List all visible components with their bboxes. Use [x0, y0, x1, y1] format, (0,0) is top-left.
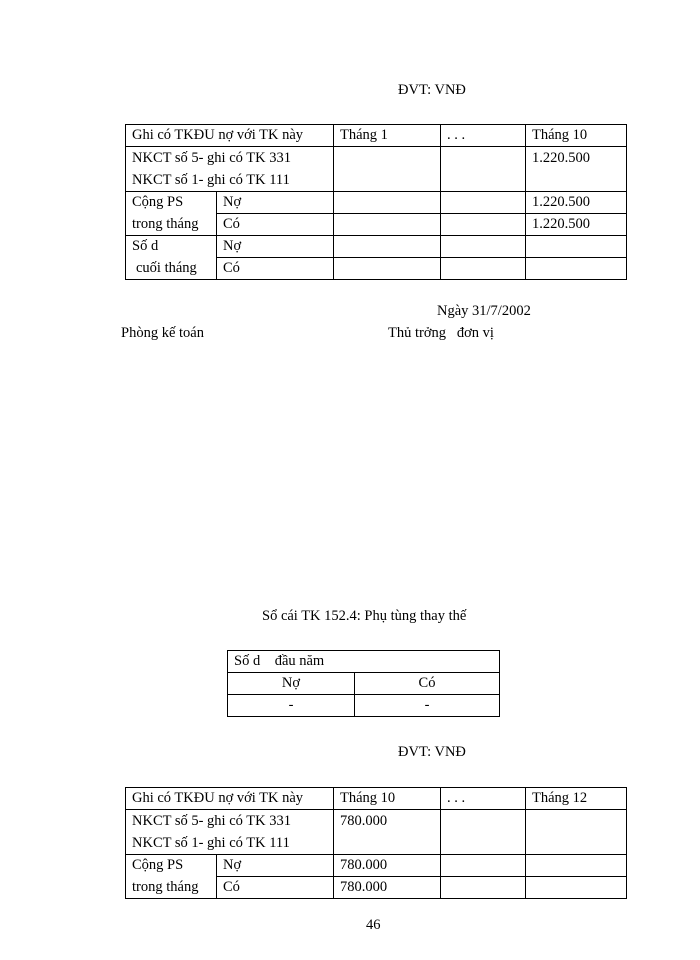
table-row: [126, 855, 627, 877]
signature-director: Thủ trởng đơn vị: [388, 325, 494, 341]
opening-no-value: -: [228, 695, 355, 717]
table-header-row: [126, 788, 627, 810]
signature-accounting: Phòng kế toán: [121, 325, 204, 341]
header-cell: Ghi có TKĐU nợ với TK này: [126, 788, 334, 810]
table-row: [126, 236, 627, 258]
table-row: [228, 673, 500, 695]
unit-label-1: ĐVT: VNĐ: [398, 82, 466, 98]
header-cell: Tháng 10: [526, 125, 627, 147]
header-cell: Tháng 12: [526, 788, 627, 810]
row-label: NKCT số 1- ghi có TK 111: [132, 835, 290, 851]
table-cell: 780.000: [334, 877, 441, 899]
header-cell: . . .: [441, 788, 526, 810]
row-label: Nợ: [217, 192, 334, 214]
header-cell: Tháng 1: [334, 125, 441, 147]
cell-value: 780.000: [340, 813, 388, 829]
cell-value: [526, 169, 626, 191]
row-label: Số d: [126, 236, 217, 258]
row-label: trong tháng: [126, 214, 217, 236]
row-label: NKCT số 5- ghi có TK 331: [132, 150, 291, 166]
table-cell: [441, 258, 526, 280]
header-cell: Ghi có TKĐU nợ với TK này: [126, 125, 334, 147]
table-cell: [441, 810, 526, 855]
page-number: 46: [366, 917, 381, 933]
cell-value: [334, 169, 440, 191]
cell-value: [441, 147, 525, 169]
table-cell: [334, 214, 441, 236]
table-cell: [334, 147, 441, 192]
row-label: Nợ: [217, 855, 334, 877]
table-row: [126, 214, 627, 236]
table-cell: [334, 236, 441, 258]
unit-label-2: ĐVT: VNĐ: [398, 744, 466, 760]
cell-value: [441, 810, 525, 832]
nkct-label-cell: [126, 147, 334, 192]
ledger-table-1: [125, 124, 627, 280]
row-label: NKCT số 5- ghi có TK 331: [132, 813, 291, 829]
ledger-table-2: [125, 787, 627, 899]
row-label: NKCT số 1- ghi có TK 111: [132, 172, 290, 188]
signature-date: Ngày 31/7/2002: [437, 303, 531, 319]
nkct-label-cell: [126, 810, 334, 855]
cell-value: [526, 810, 626, 832]
table-cell: [441, 877, 526, 899]
cell-value: [334, 832, 440, 854]
table-row: [228, 695, 500, 717]
table-row: [126, 877, 627, 899]
table-cell: [526, 236, 627, 258]
table-cell: [526, 877, 627, 899]
table-row: [126, 147, 627, 192]
table-cell: 1.220.500: [526, 214, 627, 236]
table-cell: [526, 258, 627, 280]
row-label: Cộng PS: [126, 192, 217, 214]
table-cell: [334, 258, 441, 280]
cell-value: [441, 169, 525, 191]
table-row: [126, 192, 627, 214]
header-cell: Tháng 10: [334, 788, 441, 810]
header-cell: . . .: [441, 125, 526, 147]
opening-co-label: Có: [355, 673, 500, 695]
row-label: cuối tháng: [126, 258, 217, 280]
row-label: Cộng PS: [126, 855, 217, 877]
table-header-row: [126, 125, 627, 147]
opening-balance-table: [227, 650, 500, 717]
cell-value: [334, 147, 440, 169]
opening-balance-label: Số d đầu năm: [228, 651, 500, 673]
ledger-title: Sổ cái TK 152.4: Phụ tùng thay thế: [262, 608, 467, 624]
table-cell: [334, 192, 441, 214]
cell-value: [526, 832, 626, 854]
cell-value: 1.220.500: [532, 150, 590, 166]
cell-value: [441, 832, 525, 854]
row-label: Có: [217, 214, 334, 236]
opening-co-value: -: [355, 695, 500, 717]
table-cell: [441, 214, 526, 236]
table-row: [126, 810, 627, 855]
table-cell: [526, 147, 627, 192]
table-cell: [441, 192, 526, 214]
table-cell: [441, 855, 526, 877]
row-label: Có: [217, 258, 334, 280]
table-cell: [526, 855, 627, 877]
table-cell: [441, 236, 526, 258]
table-cell: [334, 810, 441, 855]
table-cell: [526, 810, 627, 855]
table-row: [228, 651, 500, 673]
table-cell: 1.220.500: [526, 192, 627, 214]
table-row: [126, 258, 627, 280]
table-cell: 780.000: [334, 855, 441, 877]
row-label: Có: [217, 877, 334, 899]
opening-no-label: Nợ: [228, 673, 355, 695]
row-label: trong tháng: [126, 877, 217, 899]
table-cell: [441, 147, 526, 192]
row-label: Nợ: [217, 236, 334, 258]
